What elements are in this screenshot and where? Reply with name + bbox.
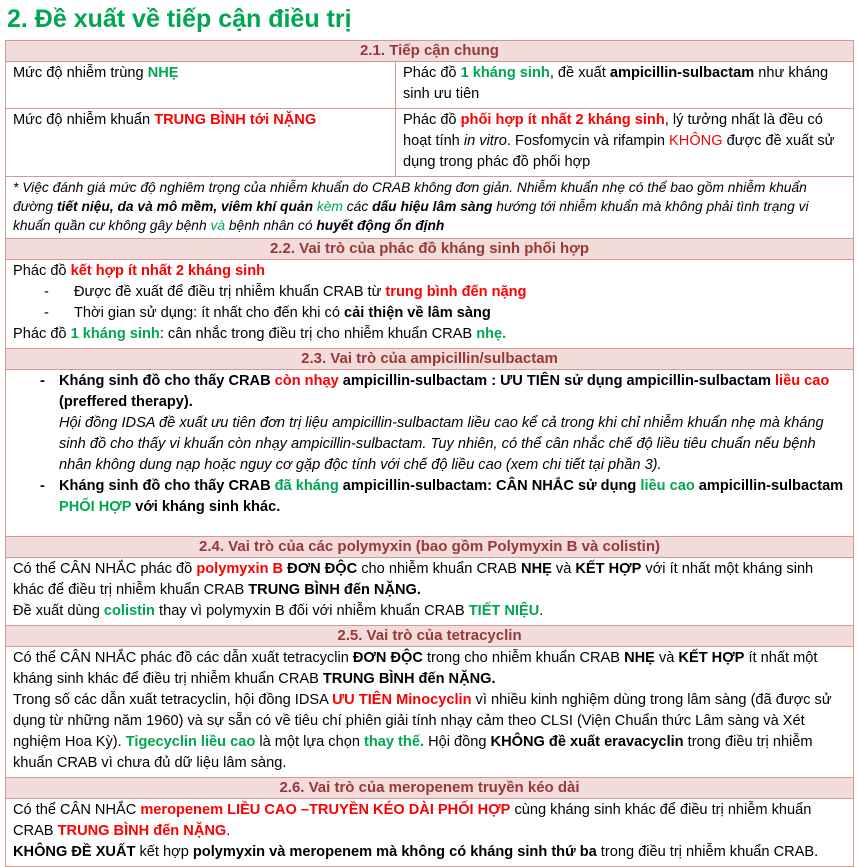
text-segment: . — [539, 603, 544, 619]
text-segment: trong cho nhiễm khuẩn CRAB — [422, 650, 625, 666]
text-segment: Mức độ nhiễm khuẩn — [13, 112, 155, 128]
text-segment: , đề xuất — [549, 65, 610, 81]
doc-table — [5, 40, 854, 867]
text-segment: 1 kháng sinh — [70, 326, 160, 342]
text-segment: và — [551, 561, 576, 577]
text-segment: ampicillin-sulbactam — [609, 65, 755, 81]
text-segment: Kháng sinh đồ cho thấy CRAB — [59, 373, 275, 389]
table-row — [6, 557, 853, 625]
text-segment: Phác đồ — [403, 112, 461, 128]
table-cell — [6, 370, 853, 536]
text-segment: ƯU TIÊN Minocyclin — [332, 692, 472, 708]
section-header: 2.1. Tiếp cận chung — [6, 41, 853, 61]
text-segment: liều cao — [774, 373, 830, 389]
bullet-paragraph — [13, 282, 846, 303]
paragraph — [403, 110, 846, 173]
text-segment: . Fosfomycin và rifampin — [506, 133, 670, 149]
text-segment: kết hợp — [135, 844, 193, 860]
table-cell — [6, 260, 853, 348]
text-segment: tiết niệu, da và mô mềm, viêm khí quản — [56, 199, 314, 214]
text-segment: huyết động ổn định — [316, 218, 445, 233]
text-segment: ampicillin-sulbactam — [694, 478, 844, 494]
section-header: 2.3. Vai trò của ampicillin/sulbactam — [6, 348, 853, 369]
text-segment: KHÔNG đề xuất eravacyclin — [490, 734, 684, 750]
text-segment: colistin — [103, 603, 155, 619]
table-cell-right — [396, 62, 853, 108]
paragraph — [403, 63, 846, 105]
text-segment: Hội đồng — [424, 734, 491, 750]
bullet-dash: - — [40, 478, 45, 494]
text-segment: Kháng sinh đồ cho thấy CRAB — [59, 478, 275, 494]
table-cell-left — [6, 109, 396, 176]
section-header: 2.4. Vai trò của các polymyxin (bao gồm Polymyxin B và colistin) — [6, 536, 853, 557]
table-cell-left — [6, 62, 396, 108]
paragraph — [13, 559, 846, 601]
text-segment: còn nhạy — [274, 373, 339, 389]
paragraph — [13, 800, 846, 842]
bullet-text — [59, 476, 846, 518]
text-segment: polymyxin và meropenem mà không có kháng sinh thứ ba — [192, 844, 597, 860]
bullet-paragraph — [13, 476, 846, 518]
text-segment: ĐƠN ĐỘC — [287, 561, 358, 577]
table-row — [6, 646, 853, 777]
section-header: 2.5. Vai trò của tetracyclin — [6, 625, 853, 646]
text-segment: và — [210, 218, 226, 233]
text-segment: các — [342, 199, 373, 214]
table-row — [6, 61, 853, 108]
text-segment: hướng tới nhiễm khuẩn mà không phải tình trạng vi khuẩn quần cư không gây bệnh — [13, 199, 809, 233]
text-segment: PHỐI HỢP — [59, 499, 132, 515]
text-segment: ĐƠN ĐỘC — [352, 650, 423, 666]
table-cell-right — [396, 109, 853, 176]
text-segment: kết hợp ít nhất 2 kháng sinh — [70, 263, 266, 279]
bullet-paragraph — [13, 371, 846, 413]
paragraph — [13, 261, 846, 282]
text-segment: thay thế. — [364, 734, 425, 750]
table-row — [6, 108, 853, 176]
text-segment: như kháng sinh ưu tiên — [403, 65, 829, 102]
text-segment: trung bình đến nặng — [385, 284, 527, 300]
table-cell — [6, 647, 853, 777]
section-header: 2.6. Vai trò của meropenem truyền kéo dài — [6, 777, 853, 798]
text-segment: , lý tưởng nhất là đều có hoạt tính — [403, 112, 823, 149]
text-segment: . — [226, 823, 231, 839]
text-segment: ampicillin-sulbactam: CÂN NHẮC sử dụng — [338, 478, 641, 494]
text-segment: Phác đồ — [13, 326, 71, 342]
text-segment: trong điều trị nhiễm khuẩn CRAB. — [596, 844, 819, 860]
text-segment: NHẸ — [521, 561, 552, 577]
text-segment: phối hợp ít nhất 2 kháng sinh — [460, 112, 665, 128]
text-segment: KẾT HỢP — [678, 650, 745, 666]
text-segment: cải thiện về lâm sàng — [344, 305, 491, 321]
text-segment: 1 kháng sinh — [460, 65, 550, 81]
text-segment: và — [654, 650, 679, 666]
section-header: 2.2. Vai trò của phác đồ kháng sinh phối hợp — [6, 238, 853, 259]
paragraph — [13, 178, 846, 235]
table-cell — [6, 558, 853, 625]
text-segment: KHÔNG — [669, 133, 723, 149]
text-segment: in vitro — [463, 133, 507, 149]
bullet-text — [74, 282, 846, 303]
text-segment: : cân nhắc trong điều trị cho nhiễm khuẩn CRAB — [159, 326, 477, 342]
paragraph — [13, 518, 846, 533]
text-segment: (preffered therapy). — [59, 394, 193, 410]
paragraph — [13, 648, 846, 690]
text-segment: với kháng sinh khác. — [131, 499, 281, 515]
text-segment: KHÔNG ĐỀ XUẤT — [13, 844, 136, 860]
text-segment: kèm — [316, 199, 343, 214]
text-segment: Phác đồ — [13, 263, 71, 279]
text-segment: cùng kháng sinh khác để điều trị nhiễm khuẩn CRAB — [13, 802, 812, 839]
text-segment: vì nhiều kinh nghiệm dùng trong lâm sàng (đã được sử dụng từ những năm 1960) và sự sẵn có về tiêu chí phiên giải tính nhạy cảm theo CLSI (Viện Chuẩn thức Lâm sàng và Xét nghiệm Hoa Kỳ). — [13, 692, 832, 750]
text-segment: Trong số các dẫn xuất tetracyclin, hội đồng IDSA — [13, 692, 333, 708]
text-segment: KẾT HỢP — [575, 561, 642, 577]
text-segment: polymyxin B — [196, 561, 284, 577]
text-segment: dấu hiệu lâm sàng — [372, 199, 493, 214]
text-segment: là một lựa chọn — [255, 734, 364, 750]
text-segment: nhẹ. — [476, 326, 507, 342]
text-segment: ít nhất một kháng sinh khác để điều trị nhiễm khuẩn CRAB — [13, 650, 818, 687]
text-segment: bệnh nhân có — [225, 218, 317, 233]
bullet-text — [59, 371, 846, 413]
text-segment: NHẸ — [624, 650, 655, 666]
text-segment: TRUNG BÌNH tới NẶNG — [154, 112, 317, 128]
page-title: 2. Đề xuất về tiếp cận điều trị — [7, 5, 352, 33]
text-segment: Hội đồng IDSA đề xuất ưu tiên đơn trị liệu ampicillin-sulbactam liều cao kể cả trong khi chỉ nhiễm khuẩn nhẹ mà kháng sinh đồ cho thấy vi khuẩn còn nhạy ampicillin-sulbactam. Tuy nhiên, có thể cân nhắc chế độ liều tiêu chuẩn nếu bệnh nhân không dung nạp hoặc nguy cơ gặp độc tính với chế độ liều cao (xem chi tiết tại phần 3). — [59, 415, 824, 473]
text-segment: liều cao — [640, 478, 695, 494]
text-segment: Đề xuất dùng — [13, 603, 104, 619]
text-segment: Tigecyclin liều cao — [125, 734, 256, 750]
text-segment: Thời gian sử dụng: ít nhất cho đến khi có — [74, 305, 345, 321]
text-segment: TRUNG BÌNH đến NẶNG — [57, 823, 227, 839]
table-cell — [6, 799, 853, 866]
text-segment: đã kháng — [274, 478, 339, 494]
paragraph — [13, 324, 846, 345]
bullet-dash: - — [40, 373, 45, 389]
table-row — [6, 798, 853, 866]
text-segment: trong điều trị nhiễm khuẩn CRAB vì chưa đủ dữ liệu lâm sàng. — [13, 734, 813, 771]
table-row — [6, 369, 853, 536]
table-row — [6, 259, 853, 348]
text-segment: TIẾT NIỆU — [468, 603, 540, 619]
text-segment: NHẸ — [147, 65, 179, 81]
bullet-text — [74, 303, 846, 324]
table-row — [6, 176, 853, 238]
bullet-dash: - — [44, 284, 49, 300]
text-segment: Mức độ nhiễm trùng — [13, 65, 148, 81]
text-segment: meropenem LIỀU CAO –TRUYỀN KÉO DÀI PHỐI HỢP — [140, 802, 511, 818]
text-segment: Phác đồ — [403, 65, 461, 81]
text-segment: được đề xuất sử dụng trong phác đồ phối hợp — [403, 133, 835, 170]
bullet-paragraph — [13, 303, 846, 324]
table-cell — [6, 177, 853, 238]
text-segment: Có thể CÂN NHẮC phác đồ các dẫn xuất tetracyclin — [13, 650, 353, 666]
text-segment: * Việc đánh giá mức độ nghiêm trọng của nhiễm khuẩn do CRAB không đơn giản. Nhiễm khuẩn nhẹ có thể bao gồm nhiễm khuẩn đường — [13, 180, 807, 214]
text-segment: cho nhiễm khuẩn CRAB — [357, 561, 522, 577]
paragraph — [13, 601, 846, 622]
text-segment: Có thể CÂN NHẮC — [13, 802, 141, 818]
text-segment: thay vì polymyxin B đối với nhiễm khuẩn CRAB — [154, 603, 469, 619]
text-segment: Được đề xuất để điều trị nhiễm khuẩn CRAB từ — [74, 284, 386, 300]
bullet-dash: - — [44, 305, 49, 321]
paragraph — [13, 690, 846, 774]
text-segment: TRUNG BÌNH đến NẶNG. — [248, 582, 421, 598]
paragraph — [13, 110, 388, 131]
paragraph — [13, 413, 846, 476]
paragraph — [13, 63, 388, 84]
text-segment: TRUNG BÌNH đến NẶNG. — [322, 671, 496, 687]
text-segment: Có thể CÂN NHẮC phác đồ — [13, 561, 197, 577]
text-segment: ampicillin-sulbactam : ƯU TIÊN sử dụng ampicillin-sulbactam — [338, 373, 775, 389]
text-segment: với ít nhất một kháng sinh khác để điều trị nhiễm khuẩn CRAB — [13, 561, 814, 598]
